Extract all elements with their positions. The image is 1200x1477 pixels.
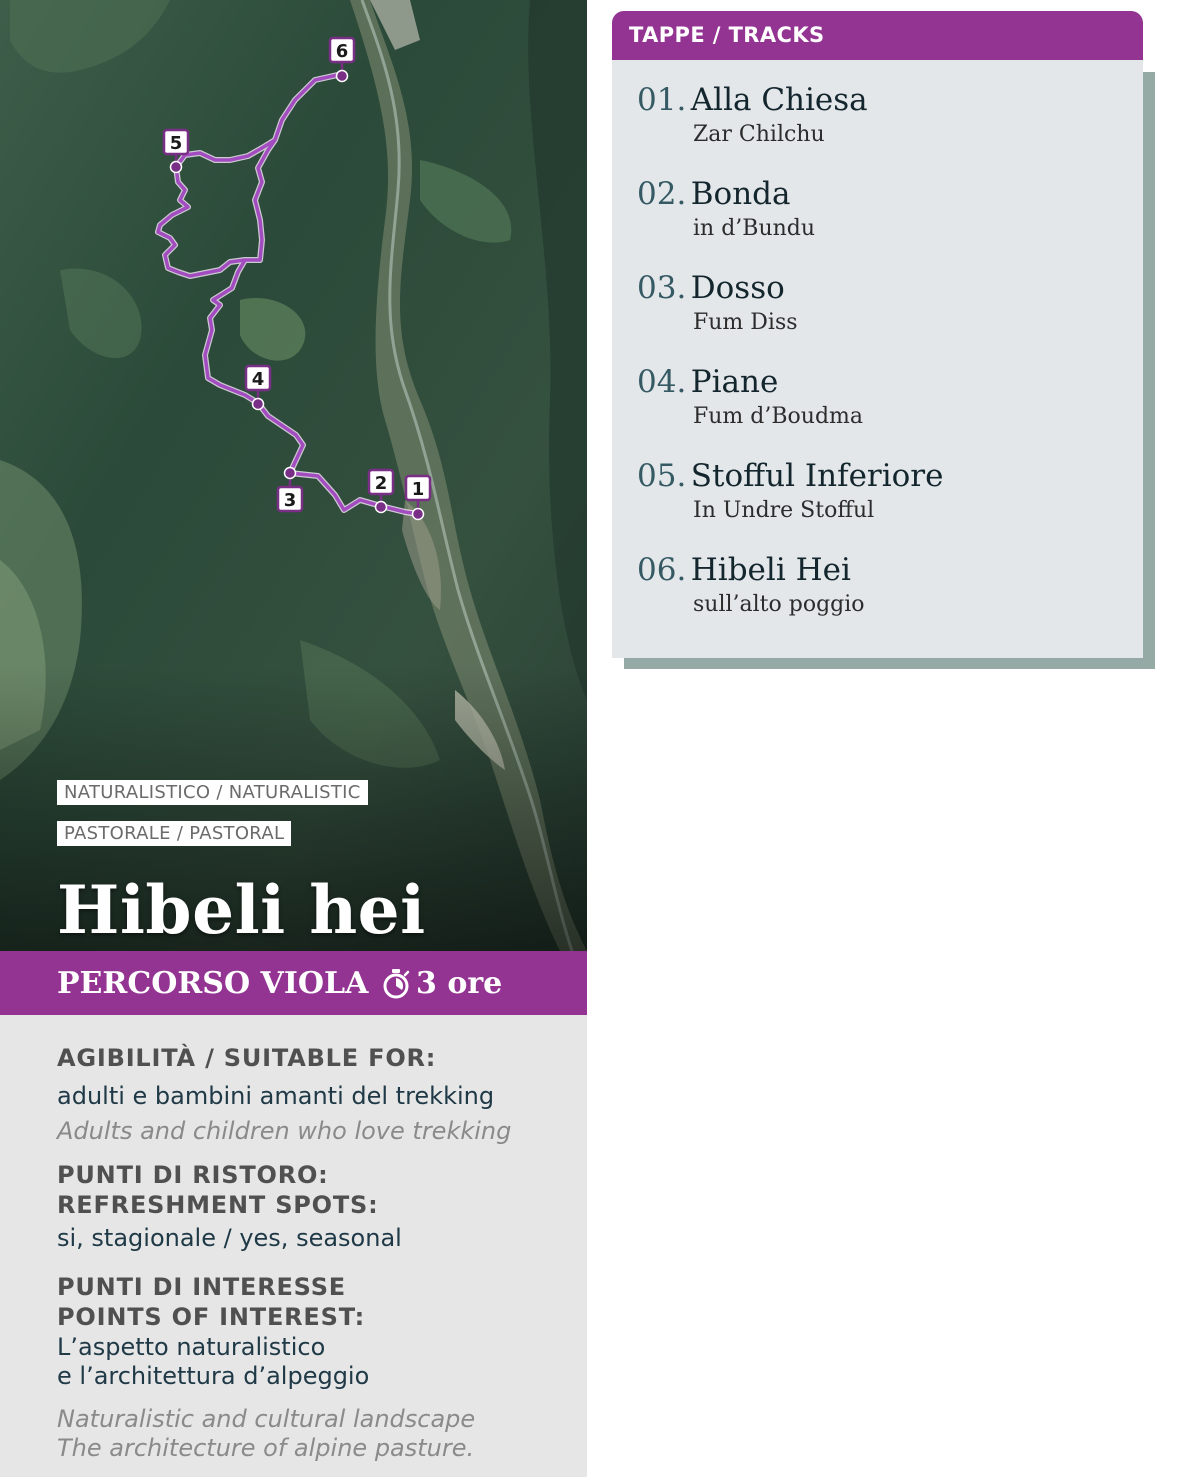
duration-value: 3 ore [416,966,503,1001]
tracks-header: TAPPE / TRACKS [612,11,1143,60]
track-stop-2[interactable] [637,175,815,243]
track-stop-number: 05. [637,458,687,494]
track-stop-number: 01. [637,82,687,118]
satellite-map-image [0,0,587,951]
svg-text:6: 6 [335,41,349,62]
route-title: Hibeli hei [57,871,426,949]
track-stop-number: 04. [637,364,687,400]
category-tag-naturalistic: NATURALISTICO / NATURALISTIC [57,780,368,805]
track-stop-name: Alla Chiesa [690,82,868,118]
track-stop-4[interactable] [637,363,863,431]
poi-value-it-line1: L’aspetto naturalistico [57,1333,326,1361]
poi-heading-it: PUNTI DI INTERESSE [57,1273,346,1301]
route-info-panel [0,1015,587,1477]
suitable-value-en: Adults and children who love trekking [57,1117,512,1145]
duration [381,966,502,1002]
track-stop-number: 03. [637,270,687,306]
route-map[interactable] [0,0,587,951]
refreshment-value: si, stagionale / yes, seasonal [57,1224,402,1252]
track-stop-6[interactable] [637,551,865,619]
track-stop-local-name: In Undre Stofful [693,498,875,523]
track-stop-name: Bonda [690,176,791,212]
track-stop-1[interactable] [637,81,868,149]
track-stop-local-name: Fum d’Boudma [693,404,864,429]
svg-text:3: 3 [283,490,297,511]
track-stop-number: 06. [637,552,687,588]
poi-heading-en: POINTS OF INTEREST: [57,1303,365,1331]
suitable-value-it: adulti e bambini amanti del trekking [57,1082,495,1110]
track-stop-local-name: Fum Diss [693,310,798,335]
svg-text:2: 2 [374,473,388,494]
track-stop-name: Stofful Inferiore [690,458,944,494]
poi-value-en-line1: Naturalistic and cultural landscape [57,1405,476,1433]
svg-text:5: 5 [169,133,183,154]
route-color-name: PERCORSO VIOLA [57,966,369,1001]
poi-value-it-line2: e l’architettura d’alpeggio [57,1362,370,1390]
track-stop-number: 02. [637,176,687,212]
poi-value-en-line2: The architecture of alpine pasture. [57,1434,475,1462]
category-tag-pastoral: PASTORALE / PASTORAL [57,821,291,846]
suitable-heading: AGIBILITÀ / SUITABLE FOR: [57,1044,437,1072]
svg-text:1: 1 [411,479,425,500]
track-stop-name: Dosso [690,270,785,306]
track-stop-5[interactable] [637,457,943,525]
stopwatch-icon [381,968,411,1000]
track-stop-local-name: sull’alto poggio [693,592,865,617]
refreshment-heading-it: PUNTI DI RISTORO: [57,1161,329,1189]
track-stop-local-name: in d’Bundu [693,216,816,241]
track-stop-3[interactable] [637,269,798,337]
track-stop-local-name: Zar Chilchu [693,122,825,147]
refreshment-heading-en: REFRESHMENT SPOTS: [57,1191,379,1219]
track-stop-name: Hibeli Hei [690,552,851,588]
tracks-card [612,11,1143,658]
track-stop-name: Piane [690,364,779,400]
route-band [0,951,587,1015]
svg-text:4: 4 [251,369,265,390]
